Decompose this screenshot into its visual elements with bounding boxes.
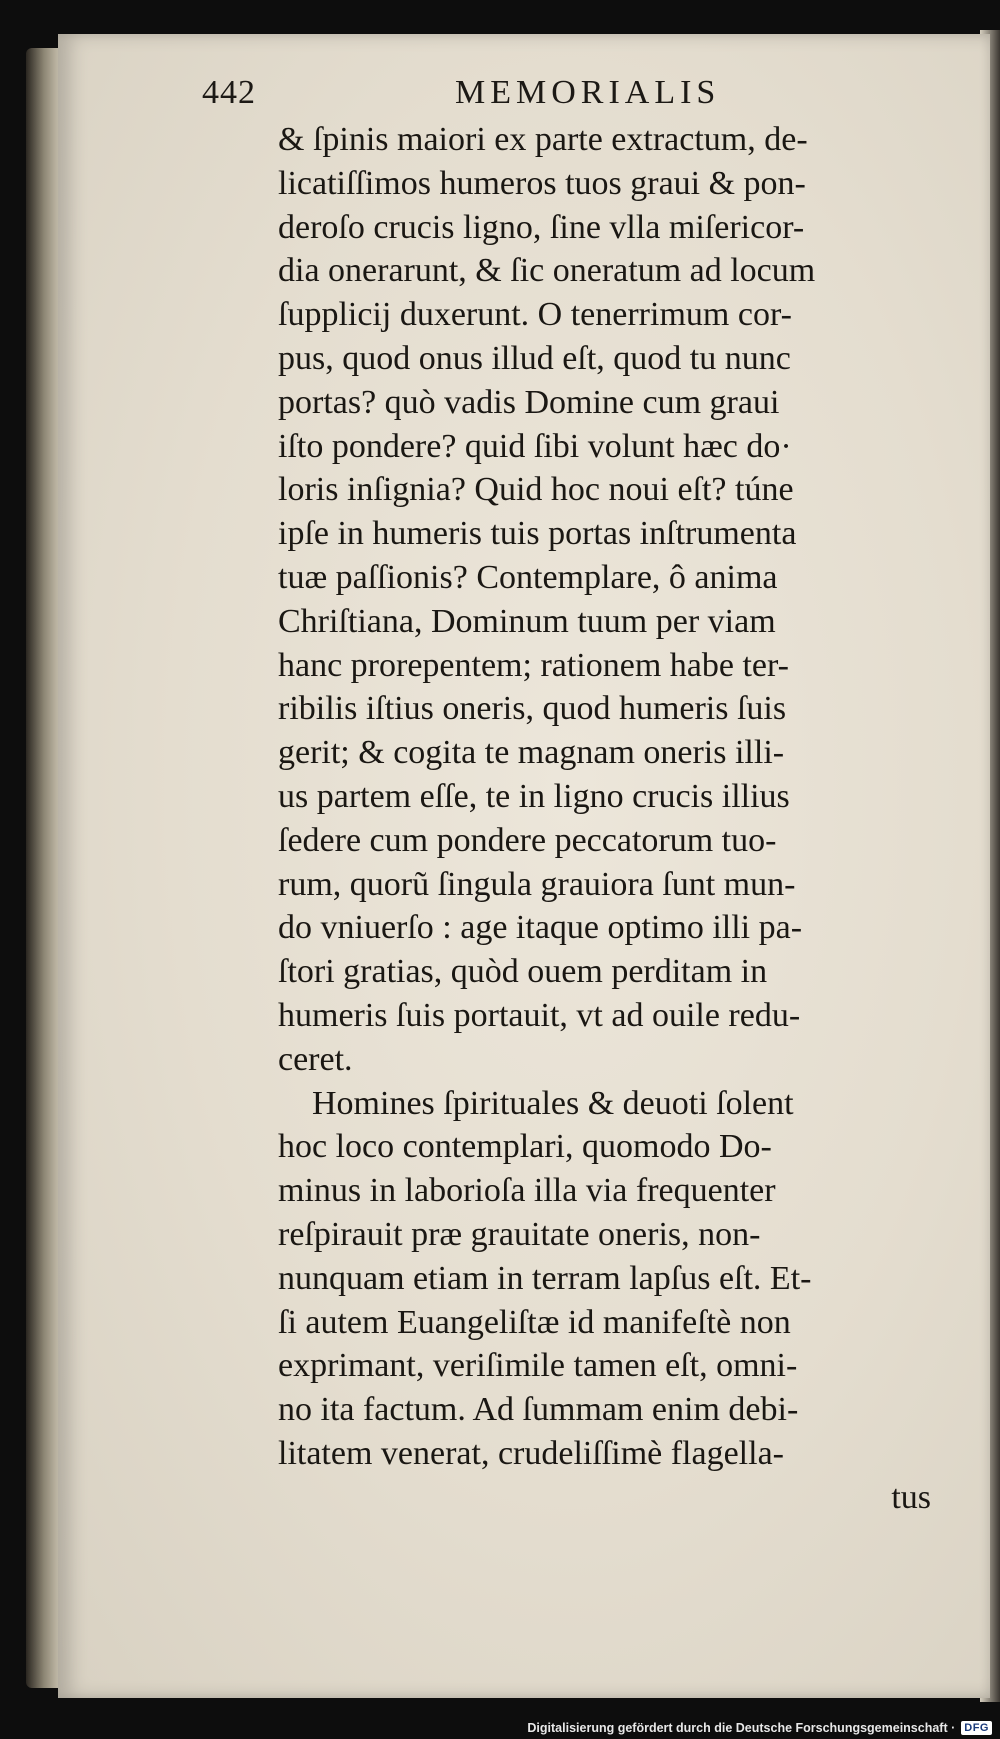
text-line: gerit; & cogita te magnam oneris illi-: [278, 734, 785, 772]
text-line: loris inſignia? Quid hoc noui eſt? túne: [278, 471, 794, 509]
text-line: tuæ paſſionis? Contemplare, ô anima: [278, 558, 778, 596]
text-line: ſedere cum pondere peccatorum tuo-: [278, 821, 777, 859]
text-line: hoc loco contemplari, quomodo Do-: [278, 1128, 772, 1166]
text-line: ſi autem Euangeliſtæ id manifeſtè non: [278, 1303, 791, 1341]
text-line: us partem eſſe, te in ligno crucis illius: [278, 777, 790, 815]
text-line: iſto pondere? quid ſibi volunt hæc do·: [278, 427, 792, 465]
text-line: ceret.: [278, 1040, 353, 1078]
text-line: hanc prorepentem; rationem habe ter-: [278, 646, 789, 684]
text-line: rum, quorũ ſingula grauiora ſunt mun-: [278, 865, 796, 903]
page-number: 442: [202, 74, 256, 111]
text-line: litatem venerat, crudeliſſimè flagella-: [278, 1434, 784, 1472]
text-line: nunquam etiam in terram lapſus eſt. Et-: [278, 1259, 812, 1297]
text-line: & ſpinis maiori ex parte extractum, de-: [278, 121, 808, 158]
text-line: do vniuerſo : age itaque optimo illi pa-: [278, 909, 803, 947]
text-line: reſpirauit præ grauitate oneris, non-: [278, 1215, 761, 1253]
text-line: dia onerarunt, & ſic oneratum ad locum: [278, 252, 816, 290]
paragraph-first-line: Homines ſpirituales & deuoti ſolent: [278, 1084, 794, 1122]
text-line: humeris ſuis portauit, vt ad ouile redu-: [278, 996, 801, 1034]
text-line: licatiſſimos humeros tuos graui & pon-: [278, 164, 806, 202]
digitization-credit: [527, 1721, 992, 1735]
text-block: [278, 118, 933, 1520]
text-line: ſupplicij duxerunt. O tenerrimum cor-: [278, 296, 792, 334]
page-header: [0, 72, 1000, 122]
text-line: deroſo crucis ligno, ſine vlla miſericor-: [278, 208, 805, 246]
text-line: no ita factum. Ad ſummam enim debi-: [278, 1391, 799, 1429]
text-line: ribilis iſtius oneris, quod humeris ſuis: [278, 690, 787, 728]
dfg-logo: DFG: [961, 1721, 992, 1735]
text-line: ipſe in humeris tuis portas inſtrumenta: [278, 515, 797, 553]
text-line: minus in laborioſa illa via frequenter: [278, 1172, 776, 1210]
running-head: MEMORIALIS: [455, 74, 721, 111]
catchword: tus: [891, 1478, 931, 1516]
credit-text: Digitalisierung gefördert durch die Deutsche Forschungsgemeinschaft ·: [527, 1721, 956, 1735]
text-line: pus, quod onus illud eſt, quod tu nunc: [278, 339, 791, 377]
text-line: portas? quò vadis Domine cum graui: [278, 383, 780, 421]
text-line: Chriſtiana, Dominum tuum per viam: [278, 602, 776, 640]
text-line: exprimant, veriſimile tamen eſt, omni-: [278, 1347, 798, 1385]
text-line: ſtori gratias, quòd ouem perditam in: [278, 953, 768, 991]
